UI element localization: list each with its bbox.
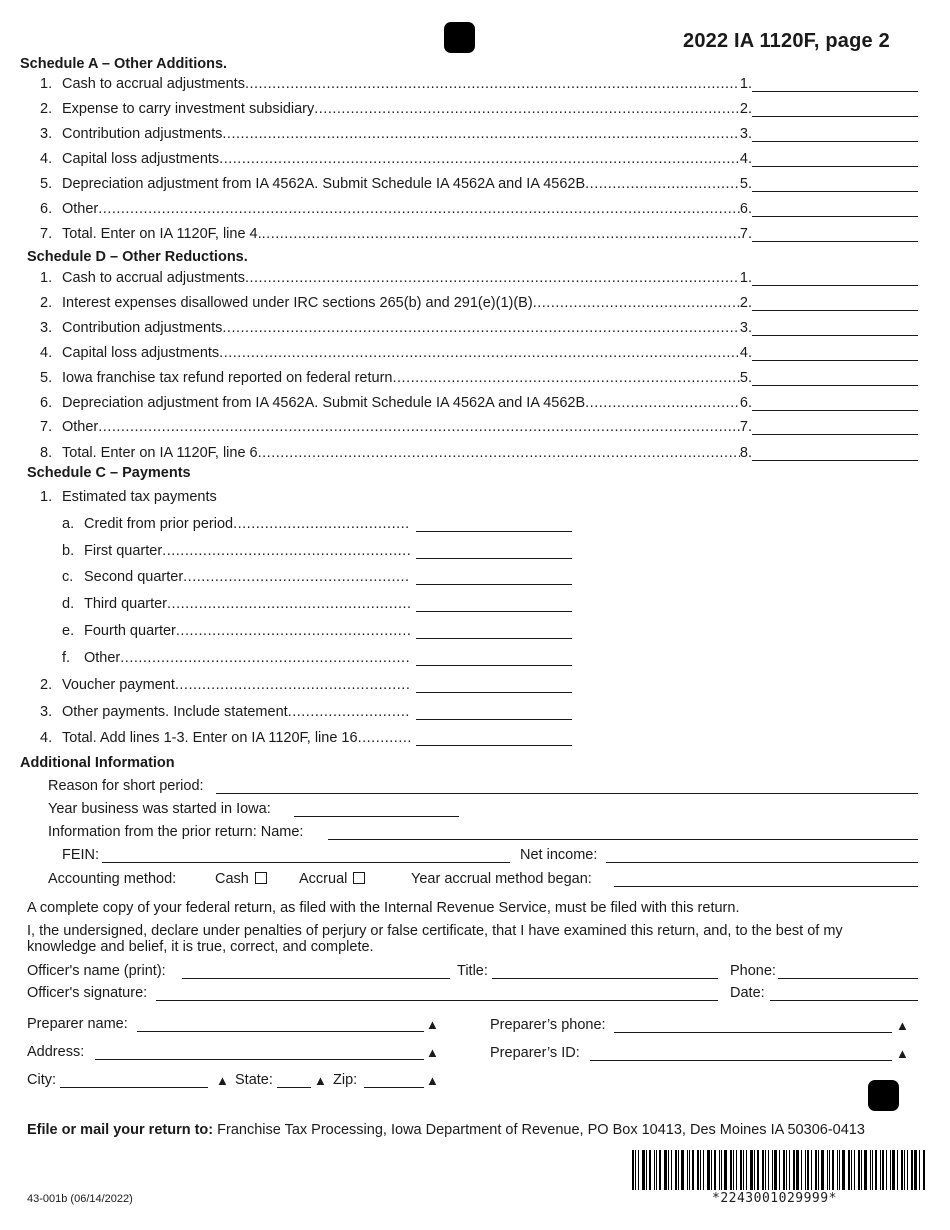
preparer-phone-field[interactable]: [614, 1017, 892, 1033]
barcode-bar: [714, 1150, 716, 1190]
schedule-c-line-2: [40, 675, 572, 693]
amount-field[interactable]: [416, 595, 572, 612]
barcode-bar: [914, 1150, 917, 1190]
barcode-bar: [818, 1150, 819, 1190]
barcode-bar: [901, 1150, 903, 1190]
amount-field[interactable]: [416, 649, 572, 666]
line-reference: 3.: [739, 126, 752, 142]
federal-return-notice: A complete copy of your federal return, as filed with the Internal Revenue Service, must be filed with this return.: [27, 900, 740, 916]
line-reference: 2.: [739, 295, 752, 311]
line-label: First quarter: [84, 542, 163, 559]
barcode-bar: [890, 1150, 891, 1190]
line-reference: 8.: [739, 445, 752, 461]
amount-field[interactable]: [752, 175, 918, 192]
barcode-bar: [700, 1150, 701, 1190]
barcode-bar: [668, 1150, 669, 1190]
barcode-bar: [875, 1150, 877, 1190]
preparer-id-arrow-icon: ▲: [896, 1046, 909, 1061]
dot-leader: [162, 543, 410, 559]
phone-label: Phone:: [730, 963, 776, 979]
schedule-c-line-4: [40, 728, 572, 746]
schedule-a-line-6: [40, 199, 918, 217]
zip-field[interactable]: [364, 1072, 424, 1088]
accrual-checkbox[interactable]: [353, 872, 365, 884]
line-label: Estimated tax payments: [62, 489, 217, 505]
barcode-bar: [707, 1150, 710, 1190]
line-label: Other: [62, 201, 99, 217]
line-label: Other: [62, 419, 99, 435]
barcode-bar: [882, 1150, 884, 1190]
amount-field[interactable]: [752, 225, 918, 242]
line-number: 1.: [40, 489, 53, 505]
additional-info-title: Additional Information: [20, 755, 175, 771]
preparer-id-field[interactable]: [590, 1045, 892, 1061]
barcode-bar: [746, 1150, 747, 1190]
line-number: 1.: [40, 76, 53, 92]
officer-signature-label: Officer's signature:: [27, 985, 148, 1001]
fein-label: FEIN:: [62, 847, 100, 863]
line-label: Voucher payment: [62, 677, 175, 693]
prior-return-name-field[interactable]: [328, 824, 918, 840]
barcode-bar: [721, 1150, 722, 1190]
schedule-c-title: Schedule C – Payments: [27, 465, 191, 481]
perjury-statement-line-1: I, the undersigned, declare under penalties of perjury or false certificate, that I have examined this return, and, to the best of my: [27, 923, 843, 939]
barcode-bar: [689, 1150, 690, 1190]
schedule-c-line-1: [40, 487, 217, 505]
amount-field[interactable]: [416, 542, 572, 559]
barcode-bar: [907, 1150, 908, 1190]
line-label: Third quarter: [84, 596, 168, 613]
barcode-bar: [656, 1150, 657, 1190]
schedule-d-title: Schedule D – Other Reductions.: [27, 249, 248, 265]
barcode-bar: [815, 1150, 817, 1190]
barcode-bar: [872, 1150, 873, 1190]
line-label: Credit from prior period: [84, 516, 234, 532]
amount-field[interactable]: [416, 568, 572, 585]
amount-field[interactable]: [752, 369, 918, 386]
barcode-text: *2243001029999*: [712, 1191, 837, 1206]
cash-checkbox[interactable]: [255, 872, 267, 884]
line-number: 3.: [40, 126, 53, 142]
barcode-bar: [671, 1150, 672, 1190]
dot-leader: [533, 295, 740, 311]
dot-leader: [183, 569, 410, 585]
line-reference: 5.: [739, 176, 752, 192]
year-started-field[interactable]: [294, 801, 459, 817]
line-reference: 6.: [739, 395, 752, 411]
state-arrow-icon: ▲: [314, 1073, 327, 1088]
dot-leader: [219, 151, 740, 167]
amount-field[interactable]: [752, 75, 918, 92]
address-label: Address:: [27, 1044, 85, 1060]
line-number: 3.: [40, 320, 53, 336]
barcode-bar: [678, 1150, 679, 1190]
schedule-c-line-1d: [62, 594, 572, 612]
barcode-bar: [839, 1150, 840, 1190]
barcode-bar: [692, 1150, 694, 1190]
schedule-a-line-2: [40, 99, 918, 117]
line-label: Total. Enter on IA 1120F, line 6: [62, 445, 258, 461]
line-reference: 1.: [739, 76, 752, 92]
line-reference: 6.: [739, 201, 752, 217]
line-number: d.: [62, 596, 75, 613]
schedule-d-line-2: [40, 293, 918, 311]
schedule-d-line-6: [40, 393, 918, 411]
dot-leader: [233, 516, 410, 532]
city-field[interactable]: [60, 1072, 208, 1088]
line-number: 5.: [40, 370, 53, 386]
dot-leader: [98, 419, 740, 435]
dot-leader: [219, 345, 740, 361]
dot-leader: [392, 370, 739, 386]
line-reference: 7.: [739, 226, 752, 242]
city-arrow-icon: ▲: [216, 1073, 229, 1088]
reason-short-period-label: Reason for short period:: [48, 778, 204, 794]
dot-leader: [245, 76, 740, 92]
line-reference: 3.: [739, 320, 752, 336]
line-number: f.: [62, 649, 71, 666]
barcode-bar: [765, 1150, 766, 1190]
accrual-year-label: Year accrual method began:: [411, 871, 592, 887]
dot-leader: [222, 126, 740, 142]
barcode-bar: [675, 1150, 677, 1190]
line-reference: 4.: [739, 151, 752, 167]
officer-signature-field[interactable]: [156, 985, 718, 1001]
barcode-bar: [719, 1150, 720, 1190]
registration-mark-bottom: [868, 1080, 899, 1111]
schedule-d-line-8: [40, 443, 918, 461]
barcode-bar: [897, 1150, 898, 1190]
barcode-bar: [750, 1150, 753, 1190]
preparer-name-field[interactable]: [137, 1016, 424, 1032]
line-label: Other payments. Include statement: [62, 703, 288, 720]
barcode-bar: [848, 1150, 850, 1190]
line-label: Capital loss adjustments: [62, 151, 220, 167]
registration-mark-top: [444, 22, 475, 53]
barcode-bar: [801, 1150, 802, 1190]
barcode-bar: [768, 1150, 769, 1190]
amount-field[interactable]: [752, 418, 918, 435]
line-number: 6.: [40, 201, 53, 217]
city-label: City:: [27, 1072, 56, 1088]
date-field[interactable]: [770, 985, 918, 1001]
barcode-bar: [851, 1150, 852, 1190]
line-reference: 4.: [739, 345, 752, 361]
barcode-bar: [757, 1150, 759, 1190]
form-id: 43-001b (06/14/2022): [27, 1193, 133, 1205]
line-number: 4.: [40, 151, 53, 167]
schedule-a-line-7: [40, 224, 918, 242]
line-label: Second quarter: [84, 569, 184, 586]
mailing-address: Franchise Tax Processing, Iowa Department of Revenue, PO Box 10413, Des Moines IA 50306-0413: [213, 1122, 865, 1138]
dot-leader: [222, 320, 740, 336]
barcode-bar: [724, 1150, 727, 1190]
preparer-name-label: Preparer name:: [27, 1016, 128, 1032]
barcode-bar: [646, 1150, 647, 1190]
barcode-bar: [697, 1150, 699, 1190]
amount-field[interactable]: [416, 622, 572, 639]
schedule-a-line-1: [40, 74, 918, 92]
line-label: Cash to accrual adjustments: [62, 76, 245, 92]
zip-label: Zip:: [333, 1072, 358, 1088]
state-label: State:: [235, 1072, 273, 1088]
barcode-bar: [904, 1150, 905, 1190]
preparer-phone-arrow-icon: ▲: [896, 1018, 909, 1033]
barcode-bar: [854, 1150, 855, 1190]
accrual-option[interactable]: [299, 871, 365, 887]
accrual-label: Accrual: [299, 871, 348, 887]
barcode-bar: [743, 1150, 744, 1190]
barcode-bar: [681, 1150, 684, 1190]
perjury-statement-line-2: knowledge and belief, it is true, correct, and complete.: [27, 939, 374, 955]
barcode-bar: [632, 1150, 634, 1190]
amount-field[interactable]: [752, 294, 918, 311]
dot-leader: [98, 201, 740, 217]
address-field[interactable]: [95, 1044, 424, 1060]
amount-field[interactable]: [752, 100, 918, 117]
dot-leader: [167, 596, 410, 612]
cash-label: Cash: [215, 871, 249, 887]
barcode-bar: [730, 1150, 732, 1190]
barcode-bar: [886, 1150, 887, 1190]
schedule-c-line-1c: [62, 567, 572, 585]
barcode-bar: [654, 1150, 655, 1190]
barcode-bar: [664, 1150, 667, 1190]
accounting-method-label: Accounting method:: [48, 871, 177, 887]
barcode-bar: [837, 1150, 838, 1190]
dot-leader: [585, 395, 740, 411]
line-reference: 5.: [739, 370, 752, 386]
line-number: 5.: [40, 176, 53, 192]
line-number: 6.: [40, 395, 53, 411]
prior-return-name-label: Information from the prior return: Name:: [48, 824, 304, 840]
barcode-bar: [821, 1150, 824, 1190]
schedule-a-line-5: [40, 174, 918, 192]
schedule-d-line-7: [40, 417, 918, 435]
line-number: a.: [62, 516, 75, 532]
barcode-bar: [793, 1150, 795, 1190]
page-title: 2022 IA 1120F, page 2: [683, 30, 890, 52]
barcode-bar: [772, 1150, 773, 1190]
barcode-bar: [740, 1150, 742, 1190]
amount-field[interactable]: [416, 703, 572, 720]
schedule-a-title: Schedule A – Other Additions.: [20, 56, 228, 72]
phone-field[interactable]: [778, 963, 918, 979]
barcode-bar: [687, 1150, 688, 1190]
barcode-bar: [870, 1150, 871, 1190]
title-label: Title:: [457, 963, 488, 979]
line-reference: 1.: [739, 270, 752, 286]
line-label: Depreciation adjustment from IA 4562A. Submit Schedule IA 4562A and IA 4562B: [62, 176, 586, 192]
line-number: b.: [62, 542, 75, 559]
zip-arrow-icon: ▲: [426, 1073, 439, 1088]
barcode-bar: [911, 1150, 913, 1190]
officer-name-label: Officer's name (print):: [27, 963, 166, 979]
barcode-bar: [811, 1150, 812, 1190]
line-number: 1.: [40, 270, 53, 286]
barcode-bar: [858, 1150, 860, 1190]
cash-option[interactable]: [215, 871, 267, 887]
dot-leader: [258, 445, 740, 461]
amount-field[interactable]: [752, 319, 918, 336]
dot-leader: [358, 730, 410, 746]
dot-leader: [585, 176, 740, 192]
barcode-bar: [736, 1150, 737, 1190]
line-number: 3.: [40, 703, 53, 720]
schedule-d-line-4: [40, 343, 918, 361]
line-reference: 7.: [739, 419, 752, 435]
line-label: Depreciation adjustment from IA 4562A. Submit Schedule IA 4562A and IA 4562B: [62, 395, 586, 411]
dot-leader: [245, 270, 740, 286]
amount-field[interactable]: [752, 200, 918, 217]
barcode-bar: [807, 1150, 809, 1190]
barcode: [632, 1150, 926, 1190]
schedule-c-line-3: [40, 702, 572, 720]
barcode-bar: [786, 1150, 787, 1190]
net-income-label: Net income:: [520, 847, 598, 863]
schedule-a-line-3: [40, 124, 918, 142]
address-arrow-icon: ▲: [426, 1045, 439, 1060]
line-label: Contribution adjustments: [62, 126, 223, 142]
dot-leader: [288, 704, 410, 720]
amount-field[interactable]: [752, 394, 918, 411]
barcode-bar: [832, 1150, 834, 1190]
line-number: 4.: [40, 730, 53, 746]
amount-field[interactable]: [752, 269, 918, 286]
barcode-bar: [783, 1150, 785, 1190]
officer-name-field[interactable]: [182, 963, 450, 979]
schedule-c-line-1e: [62, 621, 572, 639]
barcode-bar: [880, 1150, 881, 1190]
barcode-bar: [762, 1150, 764, 1190]
dot-leader: [262, 226, 740, 242]
fein-field[interactable]: [102, 847, 510, 863]
schedule-d-line-5: [40, 368, 918, 386]
barcode-bar: [892, 1150, 895, 1190]
line-number: 7.: [40, 226, 53, 242]
amount-field[interactable]: [416, 729, 572, 746]
barcode-bar: [842, 1150, 845, 1190]
barcode-bar: [703, 1150, 704, 1190]
dot-leader: [314, 101, 740, 117]
date-label: Date:: [730, 985, 765, 1001]
barcode-bar: [711, 1150, 712, 1190]
amount-field[interactable]: [752, 344, 918, 361]
barcode-bar: [827, 1150, 828, 1190]
line-label: Other: [84, 649, 121, 666]
line-label: Iowa franchise tax refund reported on federal return: [62, 370, 393, 386]
net-income-field[interactable]: [606, 847, 918, 863]
barcode-bar: [774, 1150, 777, 1190]
line-label: Contribution adjustments: [62, 320, 223, 336]
schedule-c-line-1f: [62, 648, 572, 666]
schedule-d-line-3: [40, 318, 918, 336]
line-label: Interest expenses disallowed under IRC sections 265(b) and 291(e)(1)(B): [62, 295, 533, 311]
barcode-bar: [649, 1150, 651, 1190]
dot-leader: [120, 650, 410, 666]
line-label: Capital loss adjustments: [62, 345, 220, 361]
mailing-instructions: [27, 1122, 865, 1138]
dot-leader: [175, 677, 410, 693]
barcode-bar: [638, 1150, 639, 1190]
barcode-bar: [919, 1150, 920, 1190]
line-number: c.: [62, 569, 74, 586]
barcode-bar: [733, 1150, 734, 1190]
line-number: e.: [62, 622, 75, 639]
line-label: Total. Add lines 1-3. Enter on IA 1120F, line 16: [62, 730, 358, 746]
line-number: 2.: [40, 101, 53, 117]
line-number: 2.: [40, 295, 53, 311]
preparer-phone-label: Preparer’s phone:: [490, 1017, 606, 1033]
amount-field[interactable]: [416, 515, 572, 532]
barcode-bar: [861, 1150, 862, 1190]
schedule-a-line-4: [40, 149, 918, 167]
schedule-d-line-1: [40, 268, 918, 286]
line-number: 8.: [40, 445, 53, 461]
barcode-bar: [659, 1150, 661, 1190]
line-reference: 2.: [739, 101, 752, 117]
line-label: Expense to carry investment subsidiary: [62, 101, 315, 117]
year-started-label: Year business was started in Iowa:: [48, 801, 271, 817]
barcode-bar: [829, 1150, 830, 1190]
line-number: 4.: [40, 345, 53, 361]
barcode-bar: [789, 1150, 790, 1190]
barcode-bar: [779, 1150, 780, 1190]
accrual-year-field[interactable]: [614, 871, 918, 887]
line-label: Total. Enter on IA 1120F, line 4.: [62, 226, 262, 242]
barcode-bar: [923, 1150, 925, 1190]
barcode-bar: [796, 1150, 799, 1190]
amount-field[interactable]: [752, 444, 918, 461]
preparer-id-label: Preparer’s ID:: [490, 1045, 580, 1061]
barcode-bar: [642, 1150, 645, 1190]
title-field[interactable]: [492, 963, 718, 979]
barcode-bar: [635, 1150, 636, 1190]
barcode-bar: [864, 1150, 867, 1190]
line-number: 7.: [40, 419, 53, 435]
state-field[interactable]: [277, 1072, 311, 1088]
amount-field[interactable]: [416, 676, 572, 693]
reason-short-period-field[interactable]: [216, 778, 918, 794]
line-label: Cash to accrual adjustments: [62, 270, 245, 286]
barcode-bar: [805, 1150, 806, 1190]
amount-field[interactable]: [752, 150, 918, 167]
line-number: 2.: [40, 677, 53, 693]
dot-leader: [176, 623, 410, 639]
preparer-name-arrow-icon: ▲: [426, 1017, 439, 1032]
amount-field[interactable]: [752, 125, 918, 142]
schedule-c-line-1a: [62, 514, 572, 532]
schedule-c-line-1b: [62, 541, 572, 559]
barcode-bar: [754, 1150, 755, 1190]
line-label: Fourth quarter: [84, 622, 176, 639]
mailing-label: Efile or mail your return to:: [27, 1122, 214, 1138]
